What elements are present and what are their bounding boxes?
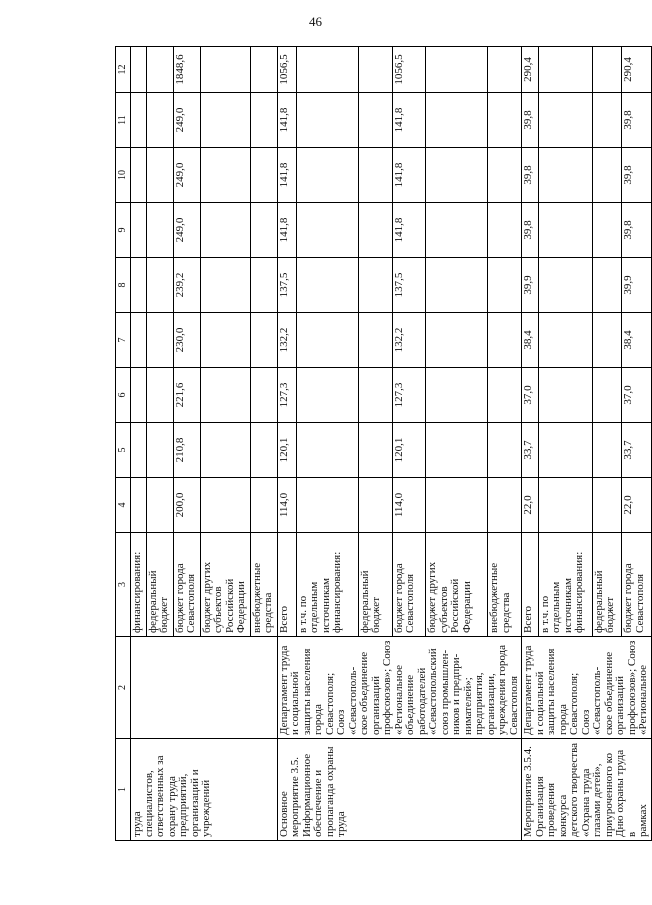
cell-line: Севастополя bbox=[404, 573, 417, 633]
cell-line: Федерации bbox=[235, 581, 247, 633]
value-cell bbox=[488, 258, 522, 313]
value-cell: 120,1 bbox=[277, 423, 296, 478]
value-cell bbox=[146, 368, 173, 423]
funding-source-cell bbox=[146, 533, 173, 637]
cell-line: бюджет других bbox=[200, 561, 213, 633]
value-cell bbox=[131, 423, 147, 478]
cell-line: бюджет bbox=[158, 597, 170, 633]
cell-line: города Севастополя; bbox=[312, 672, 336, 735]
funding-source-cell bbox=[592, 533, 621, 637]
cell-line: защиты населения bbox=[545, 648, 557, 735]
value-cell: 141,8 bbox=[392, 203, 426, 258]
value-cell: 290,4 bbox=[622, 47, 651, 93]
value-cell bbox=[131, 313, 147, 368]
page-number: 46 bbox=[309, 14, 322, 29]
value-cell bbox=[358, 203, 392, 258]
value-cell: 33,7 bbox=[522, 423, 539, 478]
value-cell bbox=[592, 478, 621, 533]
value-cell bbox=[592, 368, 621, 423]
cell-line: союз промышлен- bbox=[438, 649, 451, 735]
column-number: 9 bbox=[116, 203, 131, 258]
cell-line: Всего bbox=[522, 606, 534, 633]
cell-line: внебюджетные bbox=[488, 562, 501, 633]
cell-line: Федерации bbox=[460, 581, 473, 633]
value-cell bbox=[250, 148, 277, 203]
value-cell: 33,7 bbox=[622, 423, 651, 478]
cell-line: средства bbox=[262, 592, 274, 633]
cell-line: Организация bbox=[533, 776, 546, 837]
cell-line: в т.ч. по bbox=[296, 595, 309, 633]
cell-line: в т.ч. по bbox=[538, 595, 551, 633]
funding-source-cell bbox=[173, 533, 200, 637]
value-cell bbox=[131, 93, 147, 148]
cell-line: «Охрана труда bbox=[579, 768, 592, 837]
value-cell bbox=[200, 368, 250, 423]
cell-line: отдельным bbox=[550, 581, 563, 633]
value-cell bbox=[200, 148, 250, 203]
value-cell bbox=[426, 258, 488, 313]
cell-line: Дню охраны труда в bbox=[614, 749, 638, 837]
value-cell: 137,5 bbox=[392, 258, 426, 313]
cell-line: Основное bbox=[277, 791, 290, 837]
measure-name-cell bbox=[131, 739, 278, 841]
value-cell bbox=[538, 423, 592, 478]
cell-line: организаций и bbox=[188, 769, 201, 837]
column-number: 2 bbox=[116, 637, 131, 739]
value-cell: 221,6 bbox=[173, 368, 200, 423]
value-cell: 114,0 bbox=[392, 478, 426, 533]
value-cell bbox=[358, 368, 392, 423]
value-cell bbox=[358, 478, 392, 533]
cell-line: бюджет города bbox=[622, 563, 635, 633]
value-cell bbox=[426, 313, 488, 368]
value-cell: 1848,6 bbox=[173, 47, 200, 93]
rotated-table-wrapper bbox=[115, 47, 649, 841]
value-cell bbox=[146, 423, 173, 478]
cell-line: бюджет других bbox=[426, 561, 439, 633]
value-cell bbox=[426, 148, 488, 203]
value-cell bbox=[592, 148, 621, 203]
value-cell: 127,3 bbox=[277, 368, 296, 423]
value-cell bbox=[200, 258, 250, 313]
value-cell bbox=[592, 258, 621, 313]
funding-source-cell bbox=[622, 533, 651, 637]
value-cell: 39,9 bbox=[522, 258, 539, 313]
value-cell bbox=[250, 93, 277, 148]
cell-line: внебюджетные bbox=[250, 562, 263, 633]
value-cell: 249,0 bbox=[173, 148, 200, 203]
cell-line: организаций bbox=[369, 675, 382, 735]
value-cell: 37,0 bbox=[522, 368, 539, 423]
value-cell: 132,2 bbox=[277, 313, 296, 368]
column-number: 12 bbox=[116, 47, 131, 93]
cell-line: «Севастопольский bbox=[427, 648, 439, 735]
cell-line: ников и предпри- bbox=[450, 653, 462, 735]
cell-line: города Севастополя; bbox=[556, 672, 580, 735]
value-cell bbox=[538, 148, 592, 203]
column-number-row bbox=[116, 47, 131, 841]
value-cell bbox=[592, 203, 621, 258]
value-cell bbox=[296, 368, 358, 423]
table-row bbox=[131, 47, 147, 841]
table-row bbox=[522, 47, 539, 841]
funding-source-cell bbox=[392, 533, 426, 637]
value-cell bbox=[488, 148, 522, 203]
value-cell bbox=[250, 368, 277, 423]
column-number: 8 bbox=[116, 258, 131, 313]
cell-line: бюджет bbox=[604, 597, 617, 633]
value-cell bbox=[296, 47, 358, 93]
value-cell: 39,8 bbox=[622, 93, 651, 148]
executor-cell bbox=[522, 637, 652, 739]
value-cell bbox=[200, 47, 250, 93]
cell-line: Всего bbox=[277, 606, 290, 633]
funding-source-cell bbox=[277, 533, 296, 637]
cell-line: профсоюзов»; Союз bbox=[381, 640, 393, 735]
measure-name-cell bbox=[522, 739, 652, 841]
value-cell bbox=[538, 203, 592, 258]
value-cell bbox=[592, 423, 621, 478]
funding-source-cell bbox=[488, 533, 522, 637]
value-cell: 22,0 bbox=[622, 478, 651, 533]
cell-line: проведения конкурса bbox=[545, 782, 569, 837]
funding-source-cell bbox=[131, 533, 147, 637]
table-row bbox=[277, 47, 296, 841]
value-cell bbox=[358, 423, 392, 478]
value-cell: 39,8 bbox=[522, 148, 539, 203]
cell-line: источникам bbox=[561, 578, 574, 633]
cell-line: учреждения города bbox=[496, 645, 508, 735]
cell-line: детского творчества bbox=[568, 742, 580, 837]
column-number: 10 bbox=[116, 148, 131, 203]
cell-line: организации, bbox=[484, 673, 497, 735]
cell-line: Информационное bbox=[300, 753, 313, 837]
value-cell bbox=[358, 47, 392, 93]
value-cell: 249,0 bbox=[173, 203, 200, 258]
value-cell bbox=[358, 93, 392, 148]
value-cell bbox=[250, 203, 277, 258]
value-cell bbox=[296, 478, 358, 533]
value-cell bbox=[538, 313, 592, 368]
cell-line: бюджет города bbox=[392, 563, 405, 633]
value-cell bbox=[592, 47, 621, 93]
cell-line: Союз «Севастополь- bbox=[579, 666, 603, 735]
value-cell bbox=[488, 368, 522, 423]
value-cell bbox=[488, 478, 522, 533]
funding-source-cell bbox=[296, 533, 358, 637]
cell-line: глазами детей», bbox=[591, 763, 603, 837]
cell-line: охрану труда bbox=[165, 776, 178, 837]
cell-line: Мероприятие 3.5.4. bbox=[522, 746, 534, 837]
value-cell bbox=[146, 47, 173, 93]
value-cell bbox=[426, 423, 488, 478]
cell-line: субъектов bbox=[437, 586, 450, 633]
measure-name-cell bbox=[277, 739, 522, 841]
cell-line: работодателей bbox=[415, 667, 428, 735]
cell-line: труда специалистов, bbox=[131, 770, 155, 837]
cell-line: объединение bbox=[404, 674, 416, 735]
cell-line: пропаганда охраны bbox=[323, 746, 336, 837]
value-cell: 132,2 bbox=[392, 313, 426, 368]
cell-line: Российской bbox=[223, 578, 236, 633]
value-cell: 120,1 bbox=[392, 423, 426, 478]
cell-line: Севастополя bbox=[185, 573, 197, 633]
cell-line: «Региональное bbox=[392, 664, 405, 735]
value-cell: 1056,5 bbox=[392, 47, 426, 93]
funding-source-cell bbox=[200, 533, 250, 637]
value-cell bbox=[358, 148, 392, 203]
value-cell: 39,8 bbox=[622, 148, 651, 203]
value-cell: 39,9 bbox=[622, 258, 651, 313]
column-number: 5 bbox=[116, 423, 131, 478]
value-cell: 127,3 bbox=[392, 368, 426, 423]
value-cell bbox=[296, 93, 358, 148]
table-body bbox=[116, 47, 652, 841]
cell-line: финансирования: bbox=[131, 551, 143, 633]
value-cell bbox=[488, 93, 522, 148]
value-cell bbox=[200, 203, 250, 258]
value-cell bbox=[131, 258, 147, 313]
cell-line: бюджет города bbox=[173, 563, 186, 633]
value-cell bbox=[358, 258, 392, 313]
cell-line: защиты населения bbox=[300, 648, 313, 735]
value-cell bbox=[426, 203, 488, 258]
value-cell bbox=[538, 258, 592, 313]
value-cell bbox=[538, 368, 592, 423]
value-cell bbox=[250, 258, 277, 313]
cell-line: финансирования: bbox=[573, 551, 586, 633]
value-cell bbox=[426, 368, 488, 423]
value-cell: 39,8 bbox=[522, 203, 539, 258]
cell-line: ответственных за bbox=[154, 755, 166, 837]
cell-line: учреждений bbox=[200, 779, 212, 837]
cell-line: Российской bbox=[449, 578, 462, 633]
value-cell: 137,5 bbox=[277, 258, 296, 313]
cell-line: федеральный bbox=[592, 570, 605, 633]
cell-line: ское объединение bbox=[602, 651, 615, 735]
value-cell bbox=[131, 148, 147, 203]
value-cell bbox=[488, 47, 522, 93]
executor-cell bbox=[277, 637, 522, 739]
value-cell bbox=[538, 93, 592, 148]
cell-line: предприятия, bbox=[473, 672, 485, 735]
cell-line: профсоюзов»; Союз bbox=[625, 640, 638, 735]
column-number: 6 bbox=[116, 368, 131, 423]
value-cell: 39,8 bbox=[622, 203, 651, 258]
column-number: 1 bbox=[116, 739, 131, 841]
value-cell bbox=[426, 478, 488, 533]
value-cell: 114,0 bbox=[277, 478, 296, 533]
value-cell bbox=[200, 478, 250, 533]
value-cell: 290,4 bbox=[522, 47, 539, 93]
value-cell bbox=[146, 203, 173, 258]
value-cell: 249,0 bbox=[173, 93, 200, 148]
value-cell bbox=[538, 47, 592, 93]
value-cell bbox=[296, 203, 358, 258]
value-cell bbox=[296, 258, 358, 313]
cell-line: Союз «Севастополь- bbox=[335, 666, 359, 735]
value-cell: 38,4 bbox=[622, 313, 651, 368]
value-cell: 200,0 bbox=[173, 478, 200, 533]
value-cell bbox=[131, 47, 147, 93]
cell-line: и социальной bbox=[533, 671, 546, 735]
value-cell bbox=[538, 478, 592, 533]
value-cell bbox=[146, 478, 173, 533]
value-cell: 239,2 bbox=[173, 258, 200, 313]
column-number: 7 bbox=[116, 313, 131, 368]
cell-line: ское объединение bbox=[358, 651, 370, 735]
value-cell: 37,0 bbox=[622, 368, 651, 423]
executor-cell bbox=[131, 637, 278, 739]
value-cell bbox=[296, 313, 358, 368]
value-cell: 38,4 bbox=[522, 313, 539, 368]
cell-line: финансирования: bbox=[331, 551, 344, 633]
cell-line: Севастополя bbox=[507, 675, 520, 735]
value-cell: 210,8 bbox=[173, 423, 200, 478]
cell-line: «Региональное bbox=[637, 664, 649, 735]
cell-line: бюджет bbox=[370, 597, 383, 633]
cell-line: Департамент труда bbox=[277, 645, 290, 735]
value-cell bbox=[488, 313, 522, 368]
value-cell bbox=[131, 478, 147, 533]
value-cell bbox=[426, 47, 488, 93]
value-cell: 39,8 bbox=[522, 93, 539, 148]
value-cell bbox=[200, 313, 250, 368]
value-cell: 141,8 bbox=[392, 148, 426, 203]
value-cell bbox=[592, 313, 621, 368]
value-cell bbox=[146, 148, 173, 203]
value-cell bbox=[358, 313, 392, 368]
cell-line: обеспечение и bbox=[312, 769, 324, 837]
value-cell bbox=[488, 423, 522, 478]
cell-line: труда bbox=[335, 811, 347, 837]
value-cell: 141,8 bbox=[277, 93, 296, 148]
value-cell bbox=[426, 93, 488, 148]
cell-line: отдельным bbox=[308, 581, 321, 633]
column-number: 3 bbox=[116, 533, 131, 637]
value-cell: 1056,5 bbox=[277, 47, 296, 93]
cell-line: Севастополя bbox=[633, 573, 646, 633]
budget-table bbox=[115, 46, 652, 841]
value-cell: 22,0 bbox=[522, 478, 539, 533]
cell-line: рамках bbox=[637, 804, 649, 837]
cell-line: организаций bbox=[614, 675, 626, 735]
value-cell: 141,8 bbox=[277, 148, 296, 203]
cell-line: федеральный bbox=[146, 570, 159, 633]
value-cell bbox=[131, 203, 147, 258]
value-cell: 230,0 bbox=[173, 313, 200, 368]
value-cell bbox=[488, 203, 522, 258]
cell-line: и социальной bbox=[289, 671, 301, 735]
value-cell bbox=[131, 368, 147, 423]
value-cell bbox=[200, 93, 250, 148]
cell-line: Департамент труда bbox=[522, 645, 534, 735]
column-number: 11 bbox=[116, 93, 131, 148]
value-cell: 141,8 bbox=[277, 203, 296, 258]
funding-source-cell bbox=[538, 533, 592, 637]
cell-line: предприятий, bbox=[177, 773, 189, 837]
cell-line: мероприятие 3.5. bbox=[289, 756, 301, 837]
funding-source-cell bbox=[426, 533, 488, 637]
value-cell bbox=[146, 313, 173, 368]
funding-source-cell bbox=[250, 533, 277, 637]
value-cell bbox=[146, 93, 173, 148]
value-cell bbox=[250, 423, 277, 478]
value-cell bbox=[296, 148, 358, 203]
value-cell bbox=[296, 423, 358, 478]
cell-line: средства bbox=[499, 592, 512, 633]
value-cell bbox=[250, 47, 277, 93]
cell-line: приуроченного ко bbox=[602, 753, 615, 837]
value-cell bbox=[146, 258, 173, 313]
funding-source-cell bbox=[358, 533, 392, 637]
value-cell bbox=[200, 423, 250, 478]
value-cell bbox=[250, 313, 277, 368]
column-number: 4 bbox=[116, 478, 131, 533]
value-cell bbox=[592, 93, 621, 148]
value-cell bbox=[250, 478, 277, 533]
value-cell: 141,8 bbox=[392, 93, 426, 148]
cell-line: субъектов bbox=[212, 586, 224, 633]
cell-line: нимателей»; bbox=[461, 677, 474, 735]
cell-line: федеральный bbox=[358, 570, 371, 633]
funding-source-cell bbox=[522, 533, 539, 637]
cell-line: источникам bbox=[319, 578, 332, 633]
